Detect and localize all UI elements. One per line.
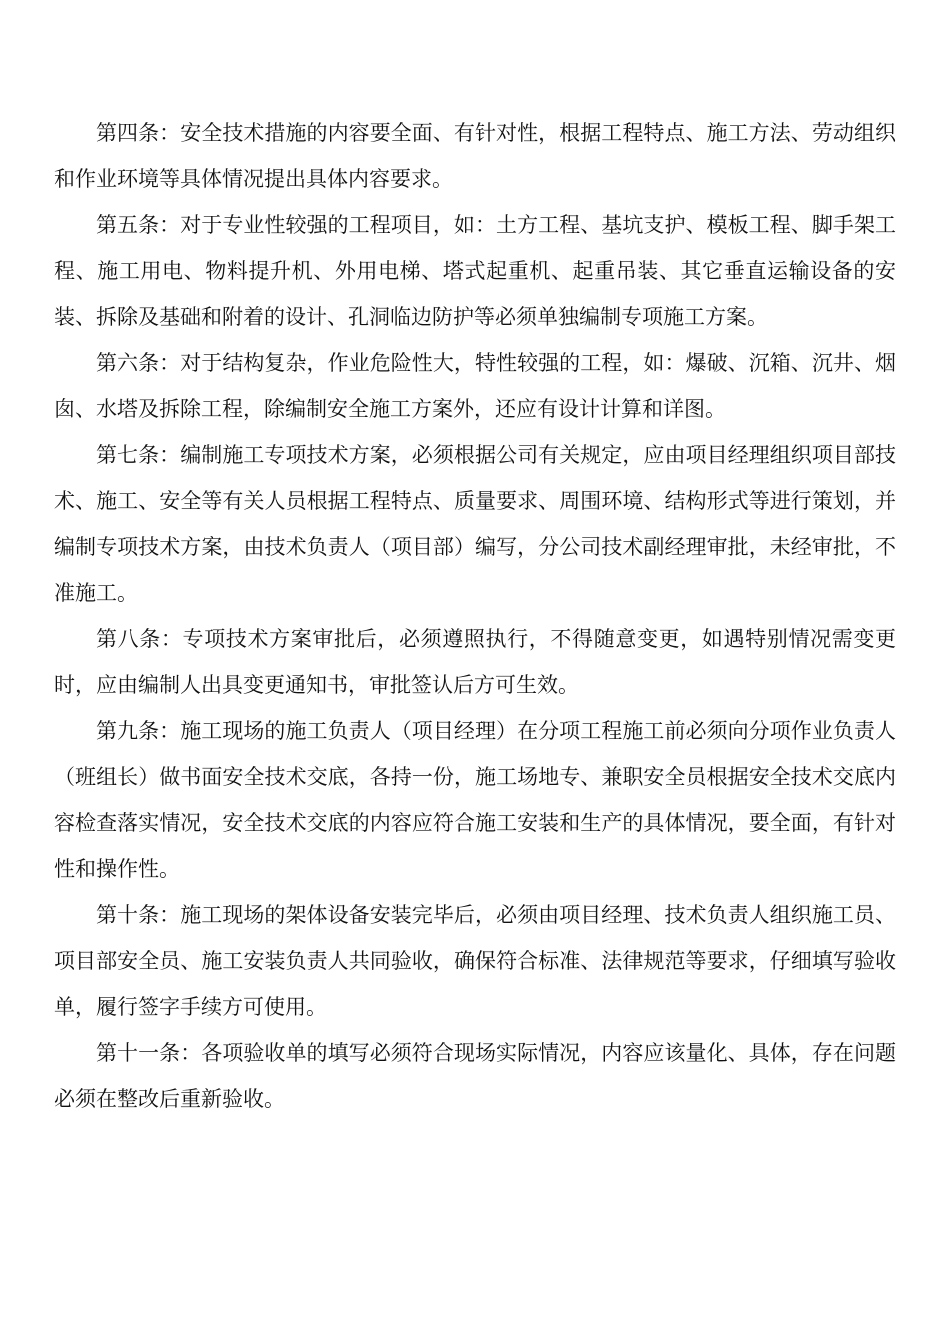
document-page	[54, 110, 896, 1122]
article-4: 第四条：安全技术措施的内容要全面、有针对性，根据工程特点、施工方法、劳动组织和作业环境等具体情况提出具体内容要求。	[54, 121, 896, 191]
article-7: 第七条：编制施工专项技术方案，必须根据公司有关规定，应由项目经理组织项目部技术、施工、安全等有关人员根据工程特点、质量要求、周围环境、结构形式等进行策划，并编制专项技术方案，由技术负责人（项目部）编写，分公司技术副经理审批，未经审批，不准施工。	[54, 443, 896, 605]
article-9: 第九条：施工现场的施工负责人（项目经理）在分项工程施工前必须向分项作业负责人（班组长）做书面安全技术交底，各持一份，施工场地专、兼职安全员根据安全技术交底内容检查落实情况，安全技术交底的内容应符合施工安装和生产的具体情况，要全面，有针对性和操作性。	[54, 719, 896, 881]
article-8: 第八条：专项技术方案审批后，必须遵照执行，不得随意变更，如遇特别情况需变更时，应由编制人出具变更通知书，审批签认后方可生效。	[54, 627, 896, 697]
article-6: 第六条：对于结构复杂，作业危险性大，特性较强的工程，如：爆破、沉箱、沉井、烟囱、水塔及拆除工程，除编制安全施工方案外，还应有设计计算和详图。	[54, 351, 896, 421]
article-5: 第五条：对于专业性较强的工程项目，如：土方工程、基坑支护、模板工程、脚手架工程、施工用电、物料提升机、外用电梯、塔式起重机、起重吊装、其它垂直运输设备的安装、拆除及基础和附着的设计、孔洞临边防护等必须单独编制专项施工方案。	[54, 213, 896, 329]
article-11: 第十一条：各项验收单的填写必须符合现场实际情况，内容应该量化、具体，存在问题必须在整改后重新验收。	[54, 1041, 896, 1111]
article-10: 第十条：施工现场的架体设备安装完毕后，必须由项目经理、技术负责人组织施工员、项目部安全员、施工安装负责人共同验收，确保符合标准、法律规范等要求，仔细填写验收单，履行签字手续方可使用。	[54, 903, 896, 1019]
